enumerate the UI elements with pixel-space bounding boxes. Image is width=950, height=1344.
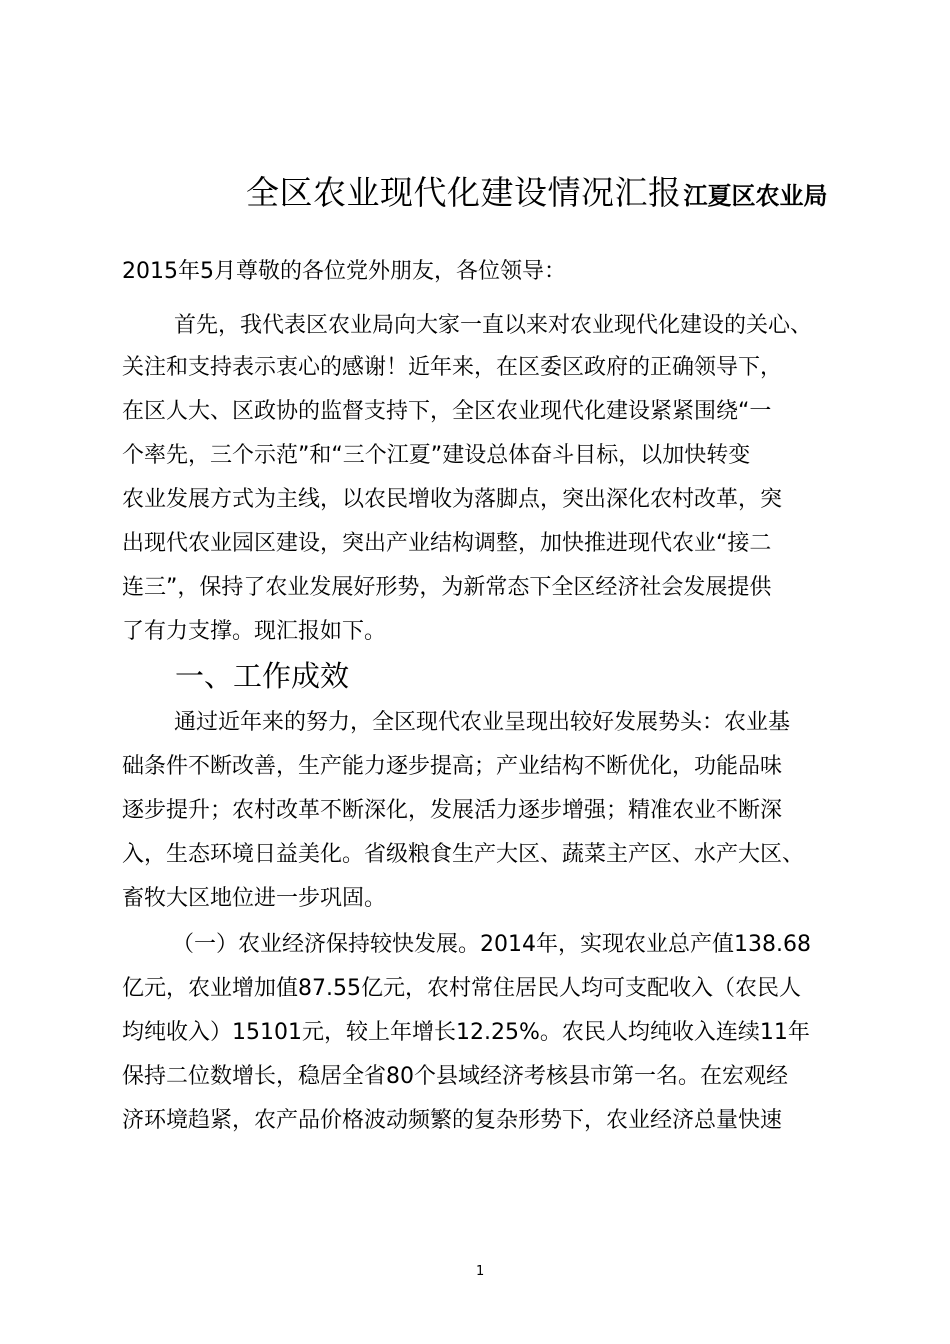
paragraph-line: 农业发展方式为主线，以农民增收为落脚点，突出深化农村改革，突: [122, 487, 783, 512]
paragraph-line: 首先，我代表区农业局向大家一直以来对农业现代化建设的关心、: [174, 313, 813, 338]
paragraph-line: 出现代农业园区建设，突出产业结构调整，加快推进现代农业“接二: [122, 531, 772, 556]
paragraph-line: 关注和支持表示衷心的感谢！近年来，在区委区政府的正确领导下，: [122, 355, 783, 380]
paragraph-line: 了有力支撑。现汇报如下。: [122, 619, 387, 644]
paragraph-line: 连三”，保持了农业发展好形势，为新常态下全区经济社会发展提供: [122, 575, 772, 600]
paragraph-line: （一）农业经济保持较快发展。2014年，实现农业总产值138.68: [172, 932, 811, 957]
document-title-line: [246, 173, 828, 212]
paragraph-line: 逐步提升；农村改革不断深化，发展活力逐步增强；精准农业不断深: [122, 798, 783, 823]
paragraph-line: 亿元，农业增加值87.55亿元，农村常住居民人均可支配收入（农民人: [122, 976, 801, 1001]
paragraph-line: 畜牧大区地位进一步巩固。: [122, 886, 387, 911]
salutation: 2015年5月尊敬的各位党外朋友，各位领导：: [122, 259, 566, 284]
paragraph-line: 保持二位数增长，稳居全省80个县域经济考核县市第一名。在宏观经: [122, 1064, 788, 1089]
section-heading: 一、工作成效: [175, 659, 350, 693]
paragraph-line: 在区人大、区政协的监督支持下，全区农业现代化建设紧紧围绕“一: [122, 399, 772, 424]
paragraph-line: 入，生态环境日益美化。省级粮食生产大区、蔬菜主产区、水产大区、: [122, 842, 805, 867]
paragraph-line: 均纯收入）15101元，较上年增长12.25%。农民人均纯收入连续11年: [122, 1020, 810, 1045]
paragraph-line: 通过近年来的努力，全区现代农业呈现出较好发展势头：农业基: [174, 710, 791, 735]
paragraph-line: 济环境趋紧，农产品价格波动频繁的复杂形势下，农业经济总量快速: [122, 1108, 783, 1133]
paragraph-line: 个率先，三个示范”和“三个江夏”建设总体奋斗目标，以加快转变: [122, 443, 751, 468]
page-number: 1: [476, 1264, 485, 1279]
author-unit: 江夏区农业局: [683, 182, 828, 210]
document-title: 全区农业现代化建设情况汇报: [246, 173, 682, 212]
paragraph-line: 础条件不断改善，生产能力逐步提高；产业结构不断优化，功能品味: [122, 754, 783, 779]
